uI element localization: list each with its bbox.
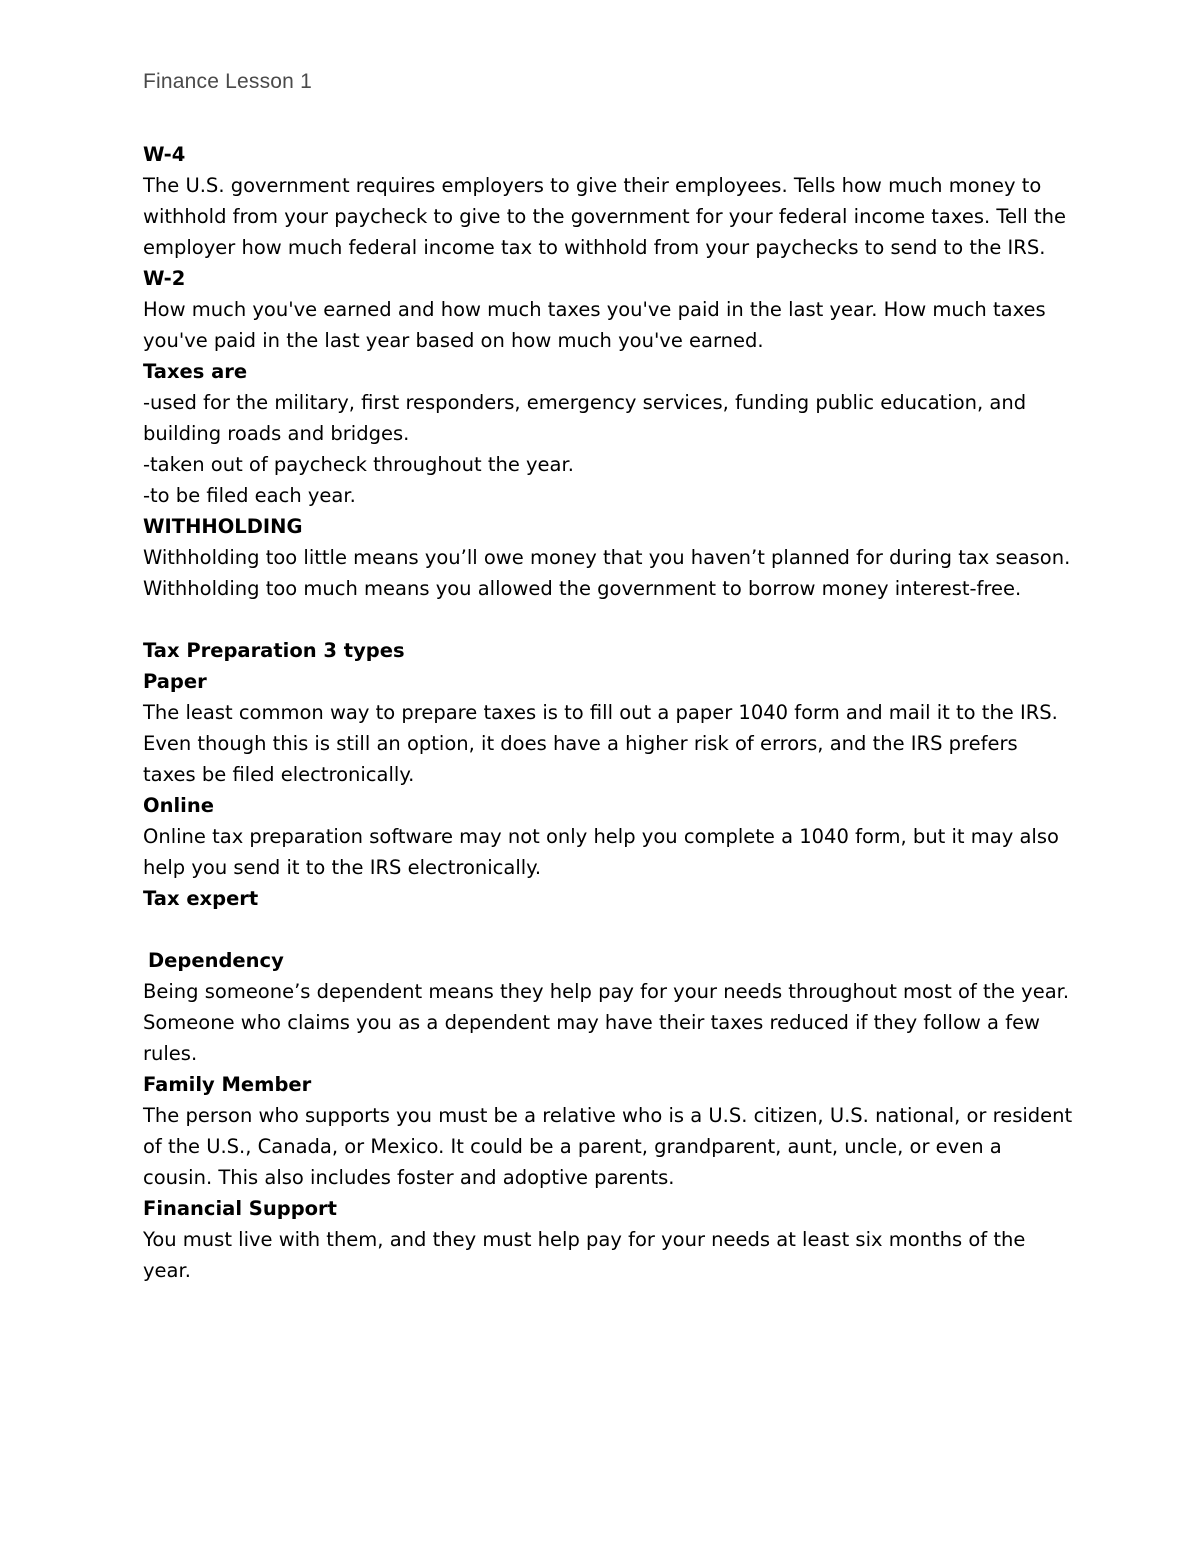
blank-line	[143, 604, 1073, 635]
family-member-heading: Family Member	[143, 1073, 312, 1096]
financial-support-heading: Financial Support	[143, 1197, 337, 1220]
paper-heading: Paper	[143, 670, 207, 693]
family-member-body: The person who supports you must be a relative who is a U.S. citizen, U.S. national, or resident of the U.S., Canada, or Mexico. It could be a parent, grandparent, aunt, uncle, or even a cousin. This also includes foster and adoptive parents.	[143, 1104, 1073, 1189]
taxes-heading: Taxes are	[143, 360, 248, 383]
taxes-item: -to be filed each year.	[143, 484, 356, 507]
tax-prep-heading: Tax Preparation 3 types	[143, 639, 405, 662]
dependency-body: Being someone’s dependent means they help pay for your needs throughout most of the year. Someone who claims you as a dependent may have their taxes reduced if they follow a few rules.	[143, 980, 1070, 1065]
dependency-heading: Dependency	[148, 949, 284, 972]
w4-body: The U.S. government requires employers to give their employees. Tells how much money to withhold from your paycheck to give to the government for your federal income taxes. Tell the employer how much federal income tax to withhold from your paychecks to send to the IRS.	[143, 174, 1067, 259]
online-heading: Online	[143, 794, 214, 817]
tax-expert-heading: Tax expert	[143, 887, 259, 910]
paper-body: The least common way to prepare taxes is to fill out a paper 1040 form and mail it to the IRS. Even though this is still an option, it does have a higher risk of errors, and the IRS prefers taxes be filed electronically.	[143, 701, 1058, 786]
w2-body: How much you've earned and how much taxes you've paid in the last year. How much taxes you've paid in the last year based on how much you've earned.	[143, 298, 1046, 352]
w4-heading: W-4	[143, 143, 186, 166]
blank-line	[143, 914, 1073, 945]
w2-heading: W-2	[143, 267, 186, 290]
financial-support-body: You must live with them, and they must help pay for your needs at least six months of the year.	[143, 1228, 1026, 1282]
withholding-heading: WITHHOLDING	[143, 515, 303, 538]
taxes-item: -taken out of paycheck throughout the year.	[143, 453, 574, 476]
document-body	[143, 139, 1073, 1286]
page-header: Finance Lesson 1	[143, 70, 312, 93]
withholding-body: Withholding too little means you’ll owe money that you haven’t planned for during tax season. Withholding too much means you allowed the government to borrow money interest-free.	[143, 546, 1071, 600]
taxes-item: -used for the military, first responders, emergency services, funding public education, and building roads and bridges.	[143, 391, 1027, 445]
online-body: Online tax preparation software may not only help you complete a 1040 form, but it may also help you send it to the IRS electronically.	[143, 825, 1059, 879]
